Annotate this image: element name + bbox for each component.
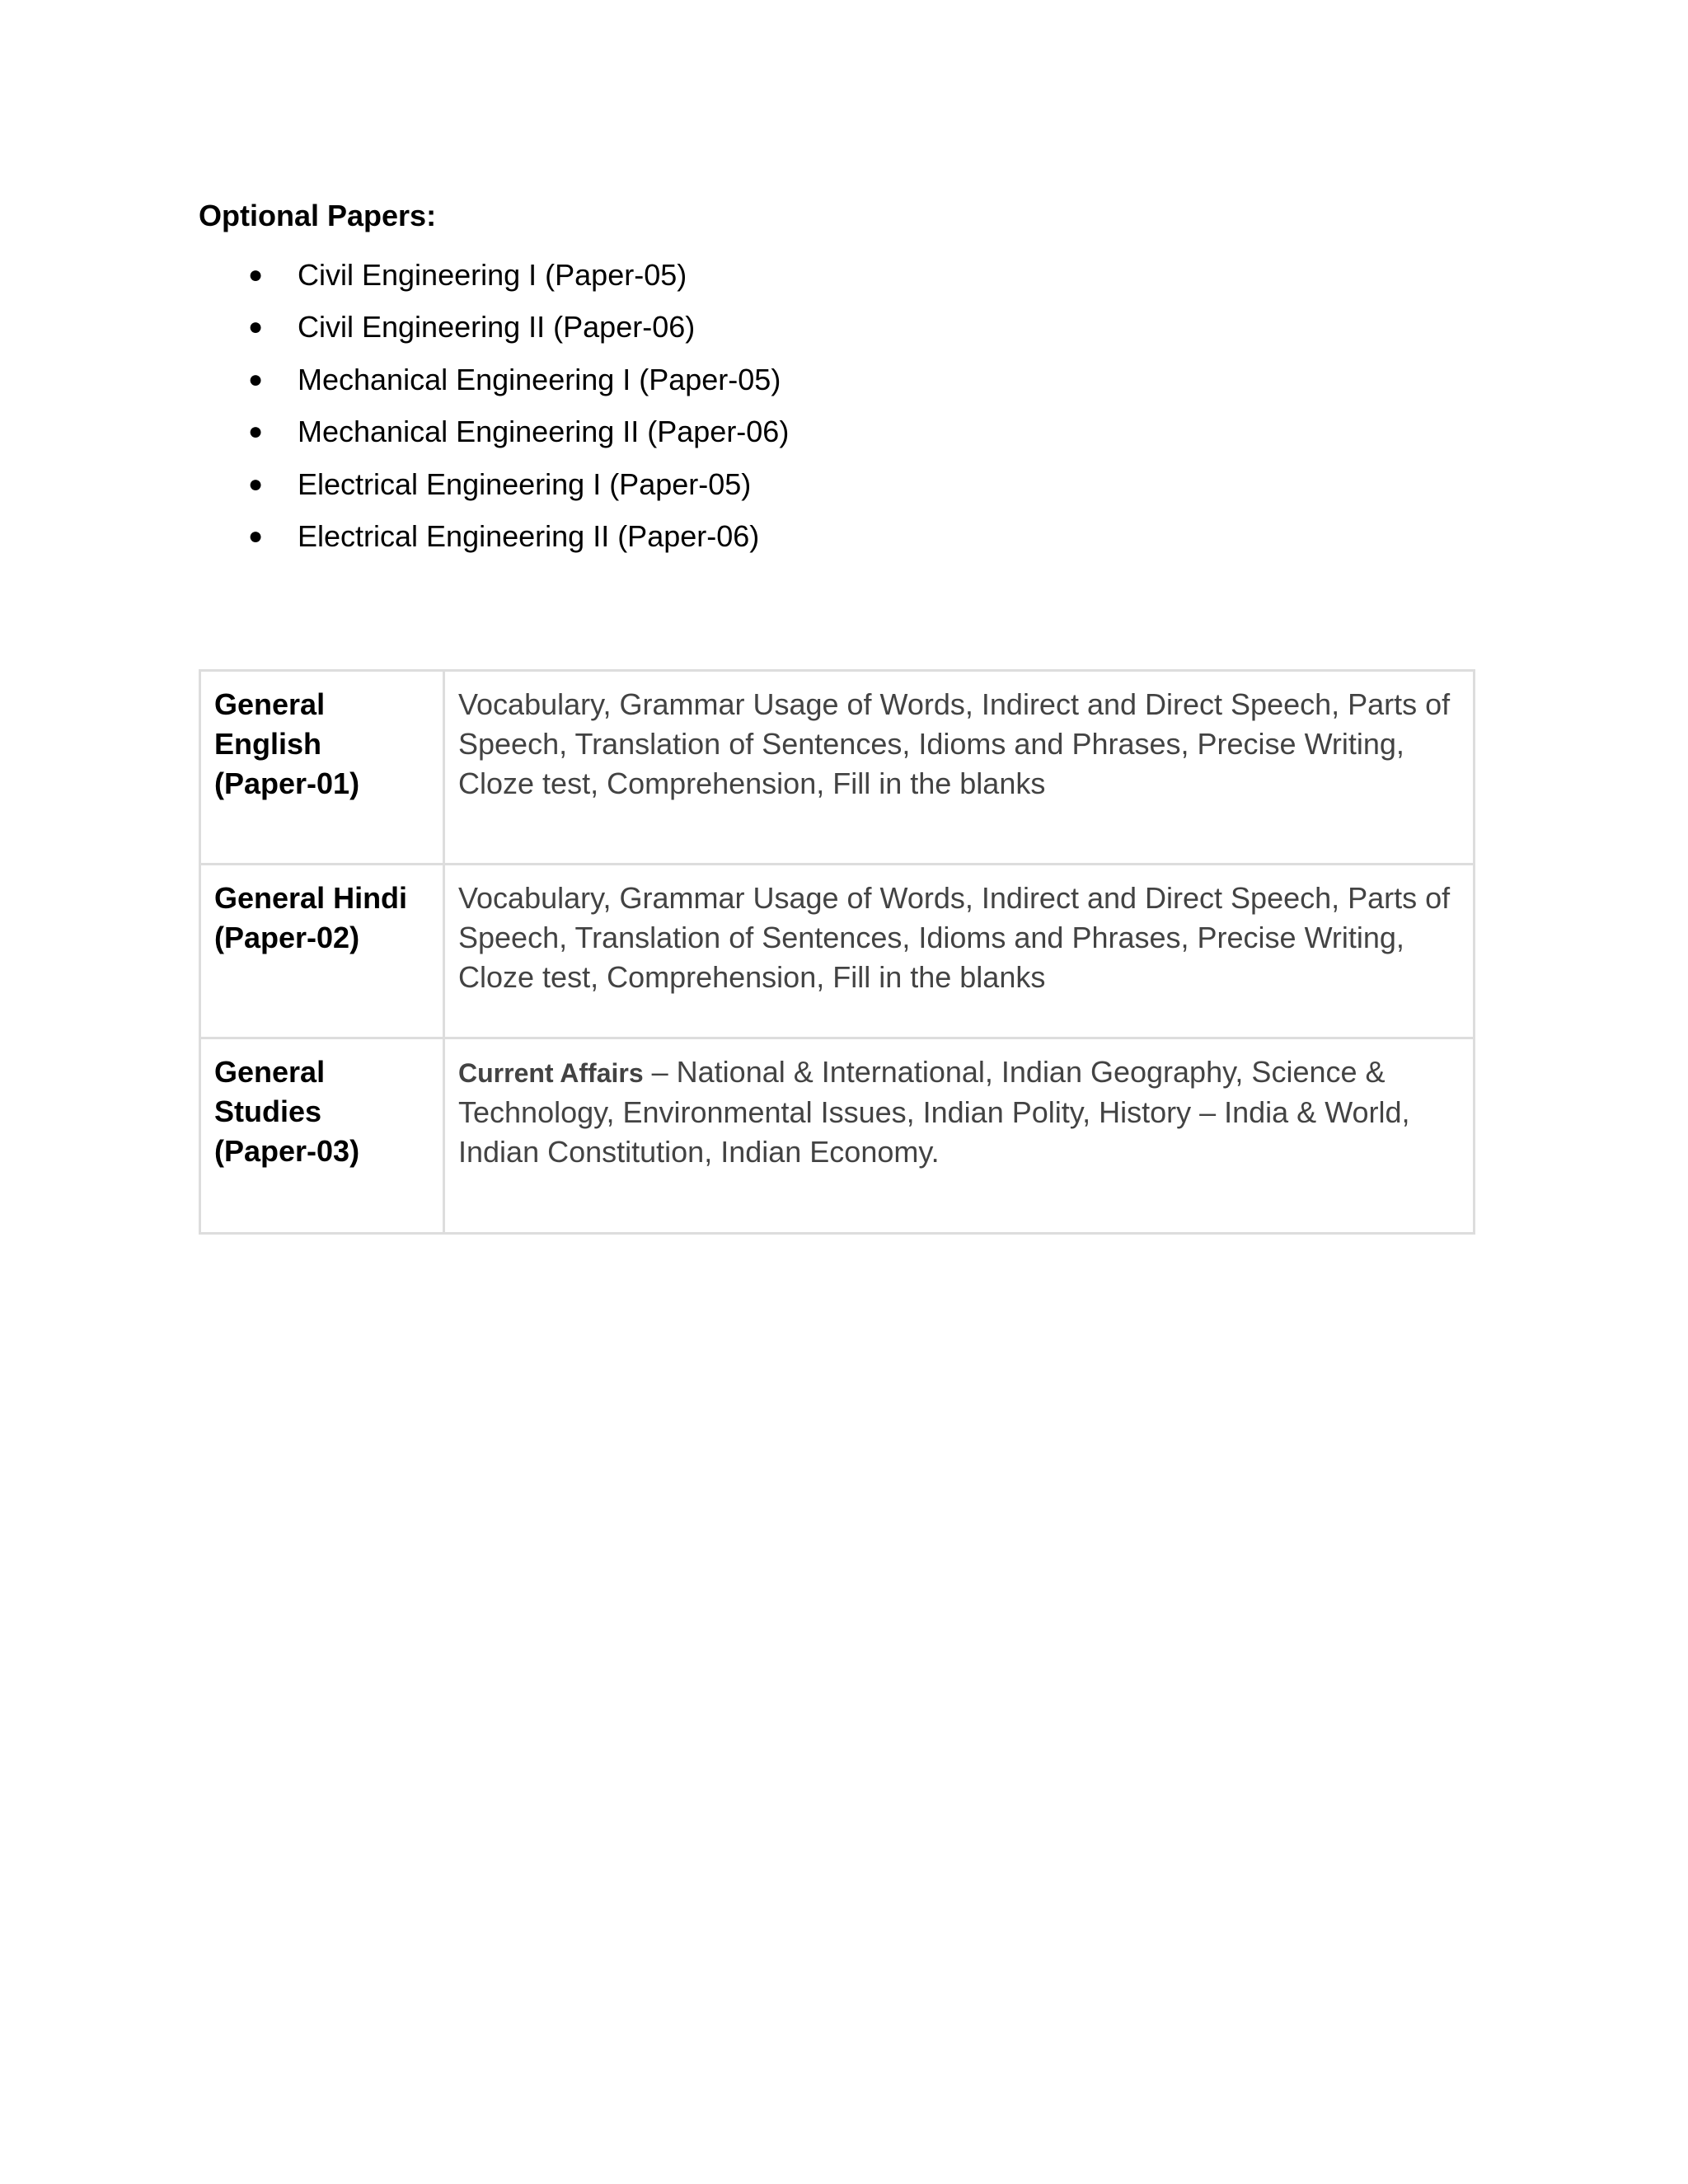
topics-text: Vocabulary, Grammar Usage of Words, Indirect and Direct Speech, Parts of Speech, Translation of Sentences, Idioms and Phrases, Precise Writing, Cloze test, Comprehension, Fill in the blanks — [458, 881, 1451, 994]
subject-cell: General Studies (Paper-03) — [200, 1038, 444, 1234]
bullet-icon: ● — [248, 365, 264, 393]
list-item-text: Mechanical Engineering II (Paper-06) — [298, 415, 790, 449]
table-row — [200, 671, 1475, 865]
bullet-icon: ● — [248, 418, 264, 446]
topics-lead: Current Affairs — [458, 1058, 644, 1088]
list-item-text: Electrical Engineering I (Paper-05) — [298, 466, 752, 501]
subject-cell: General English (Paper-01) — [200, 671, 444, 865]
subject-cell: General Hindi (Paper-02) — [200, 865, 444, 1038]
list-item-text: Mechanical Engineering I (Paper-05) — [298, 362, 781, 396]
syllabus-table — [199, 669, 1475, 1235]
list-item-text: Electrical Engineering II (Paper-06) — [298, 518, 760, 553]
topics-cell — [444, 865, 1475, 1038]
bullet-icon: ● — [248, 470, 264, 498]
bullet-icon: ● — [248, 313, 264, 341]
topics-cell — [444, 671, 1475, 865]
list-item-text: Civil Engineering I (Paper-05) — [298, 258, 687, 292]
topics-cell — [444, 1038, 1475, 1234]
bullet-icon: ● — [248, 522, 264, 550]
topics-text: – National & International, Indian Geography, Science & Technology, Environmental Issues, Indian Polity, History – India & World, Indian Constitution, Indian Economy. — [458, 1055, 1410, 1169]
table-row — [200, 865, 1475, 1038]
table-row — [200, 1038, 1475, 1234]
bullet-icon: ● — [248, 261, 264, 288]
list-item-text: Civil Engineering II (Paper-06) — [298, 310, 696, 344]
topics-text: Vocabulary, Grammar Usage of Words, Indirect and Direct Speech, Parts of Speech, Translation of Sentences, Idioms and Phrases, Precise Writing, Cloze test, Comprehension, Fill in the blanks — [458, 687, 1451, 800]
optional-papers-heading: Optional Papers: — [199, 199, 437, 232]
